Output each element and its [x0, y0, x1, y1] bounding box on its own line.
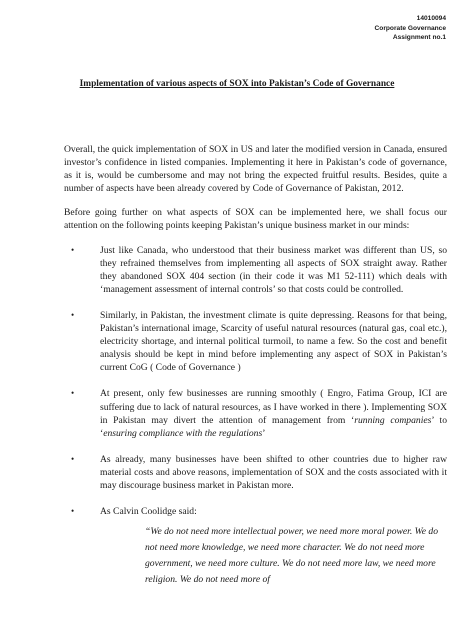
paragraph-intro: Before going further on what aspects of SOX can be implemented here, we shall focus our attention on the following points keeping Pakistan’s unique business market in our minds:: [64, 207, 447, 232]
assignment-label: Assignment no.1: [392, 34, 446, 41]
bullet-text: As already, many businesses have been shifted to other countries due to higher raw material costs and above reasons, implementation of SOX and the costs associated with it may discourage business market in Pakistan more.: [100, 453, 447, 491]
bullet-text: [100, 388, 447, 438]
coolidge-quote: “We do not need more intellectual power, we need more moral power. We do not need more knowledge, we need more character. We do not need more government, we need more culture. We do not need more law, we need more religion. We do not need more of: [145, 526, 439, 586]
bullet-icon: •: [71, 309, 75, 320]
bullet-item-canada: [64, 244, 447, 296]
document-body: [64, 143, 447, 601]
emphasis-compliance: ensuring compliance with the regulations: [103, 427, 263, 439]
emphasis-running-companies: running companies: [354, 414, 432, 426]
bullet-text: Similarly, in Pakistan, the investment climate is quite depressing. Reasons for that being, Pakistan’s international image, Scarcity of useful natural resources (natural gas, coal etc.), electricity shortage, and internal political turmoil, to name a few. So the cost and benefit analysis should be kept in mind before implementing any aspect of SOX in Pakistan’s current CoG ( Code of Governance ): [100, 309, 447, 374]
bullet-item-pakistan: [64, 309, 447, 374]
document-title: [0, 79, 474, 89]
course-name: Corporate Governance: [374, 24, 446, 32]
title-text: Implementation of various aspects of SOX into Pakistan’s Code of Governance: [79, 79, 395, 89]
bullet-list: [64, 244, 447, 589]
bullet-item-shifted: [64, 453, 447, 492]
bullet-text-pre: At present, only few businesses are running smoothly ( Engro, Fatima Group, ICI are suffering due to lack of natural resources, as I have worked in there ). Implementing SOX in Pakistan may divert the attention of management from ‘: [100, 388, 447, 426]
bullet-icon: •: [71, 453, 75, 464]
bullet-text-post: ’: [262, 427, 266, 439]
bullet-item-coolidge: [64, 505, 447, 588]
bullet-icon: •: [71, 244, 75, 255]
bullet-icon: •: [71, 388, 75, 399]
bullet-text: Just like Canada, who understood that their business market was different than US, so they refrained themselves from implementing all aspects of SOX straight away. Rather they abandoned SOX 404 section (in their code it was M1 52-111) which deals with ‘management assessment of internal controls’ so that costs could be controlled.: [100, 244, 447, 295]
bullet-text: As Calvin Coolidge said:: [100, 506, 197, 518]
paragraph-overview: Overall, the quick implementation of SOX in US and later the modified version in Canada, ensured investor’s confidence in listed companies. Implementing it here in Pakistan’s code of governance, as it is, would be cumbersome and may not bring the expected fruitful results. Besides, quite a number of aspects have been already covered by Code of Governance of Pakistan, 2012.: [64, 144, 447, 195]
bullet-icon: •: [71, 506, 75, 517]
bullet-text-mid: ’ to ‘: [100, 414, 447, 439]
document-header: [375, 14, 446, 43]
student-id: 14010094: [416, 15, 446, 22]
bullet-item-businesses: [64, 387, 447, 439]
